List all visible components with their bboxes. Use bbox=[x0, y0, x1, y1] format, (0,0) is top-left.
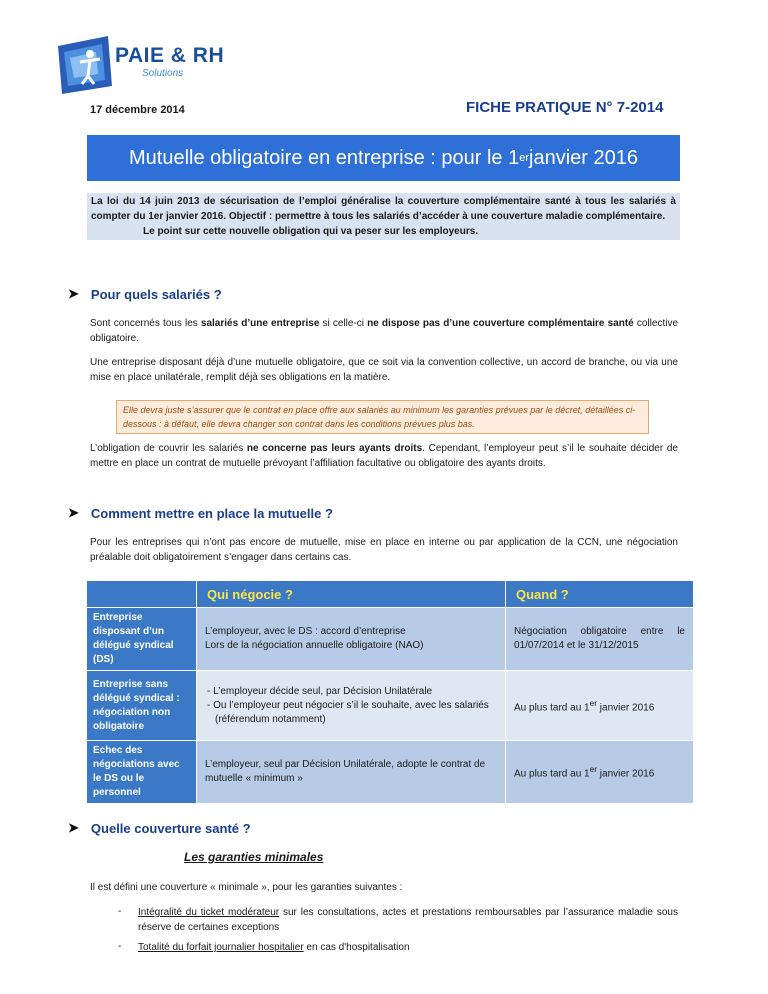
table-cell bbox=[506, 671, 694, 741]
paragraph bbox=[90, 441, 678, 471]
paragraph: Une entreprise disposant déjà d’une mutuelle obligatoire, que ce soit via la convention collective, un accord de branche, ou via une mise en place unilatérale, remplit déjà ses obligations en la matière. bbox=[90, 357, 678, 383]
heading-text: Pour quels salariés ? bbox=[90, 286, 222, 302]
subheading: Les garanties minimales bbox=[184, 850, 324, 864]
paragraph bbox=[90, 316, 678, 346]
intro-box bbox=[87, 193, 680, 240]
heading-text: Comment mettre en place la mutuelle ? bbox=[90, 505, 333, 521]
bullet-item bbox=[138, 940, 678, 955]
column-header: Qui négocie ? bbox=[197, 581, 506, 608]
intro-text: La loi du 14 juin 2013 de sécurisation de l’emploi généralise la couverture complémentaire santé à tous les salariés à compter du 1er janvier 2016. Objectif : permettre à tous les salariés d’accéder à une couverture maladie complémentaire. bbox=[91, 196, 676, 222]
paragraph: Il est défini une couverture « minimale », pour les garanties suivantes : bbox=[90, 882, 403, 893]
fiche-number: FICHE PRATIQUE N° 7-2014 bbox=[466, 99, 664, 116]
intro-subtext: Le point sur cette nouvelle obligation qui va peser sur les employeurs. bbox=[143, 226, 479, 237]
sup-text: er bbox=[589, 697, 598, 708]
underlined-text: Totalité du forfait journalier hospitalier bbox=[138, 942, 304, 953]
table-cell bbox=[197, 608, 506, 671]
row-header: Entreprise sans délégué syndical : négociation non obligatoire bbox=[87, 671, 197, 741]
text: collective obligatoire. bbox=[90, 318, 679, 344]
sup-text: er bbox=[589, 764, 598, 775]
paragraph: Pour les entreprises qui n’ont pas encore de mutuelle, mise en place en interne ou par application de la CCN, une négociation préalable doit obligatoirement s’engager dans certains cas. bbox=[90, 537, 678, 563]
logo-text: PAIE & RH bbox=[115, 44, 225, 67]
text: . Cependant, l’employeur peut s’il le souhaite décider de mettre en place un contrat de mutuelle prévoyant l’affiliation facultative ou obligatoire des ayants droits. bbox=[90, 443, 678, 469]
list-item: - Ou l’employeur peut négocier s’il le souhaite, avec les salariés (référendum notamment) bbox=[207, 699, 489, 725]
cell-line: L’employeur, avec le DS : accord d’entreprise bbox=[205, 626, 406, 637]
table-row bbox=[87, 741, 694, 804]
title-main: Mutuelle obligatoire en entreprise : pour le 1 bbox=[129, 146, 520, 169]
page-title bbox=[87, 135, 680, 181]
row-header: Echec des négociations avec le DS ou le personnel bbox=[87, 741, 197, 804]
section-heading-salaries bbox=[68, 286, 222, 302]
table-cell: L’employeur, seul par Décision Unilatérale, adopte le contrat de mutuelle « minimum » bbox=[197, 741, 506, 804]
cell-line: Lors de la négociation annuelle obligatoire (NAO) bbox=[205, 640, 424, 651]
negotiation-table bbox=[86, 580, 694, 804]
bold-text: ne concerne pas leurs ayants droits bbox=[246, 443, 423, 454]
section-heading-mise-en-place bbox=[68, 505, 333, 521]
arrow-bullet-icon: ➤ bbox=[68, 505, 79, 520]
text: Sont concernés tous les bbox=[90, 318, 201, 329]
table-cell: Négociation obligatoire entre le 01/07/2014 et le 31/12/2015 bbox=[506, 608, 694, 671]
bold-text: ne dispose pas d’une couverture complémentaire santé bbox=[367, 318, 634, 329]
text: janvier 2016 bbox=[597, 702, 655, 714]
text: en cas d'hospitalisation bbox=[303, 942, 410, 953]
logo-subtext: Solutions bbox=[142, 68, 184, 79]
text: L’obligation de couvrir les salariés bbox=[90, 443, 247, 454]
arrow-bullet-icon: ➤ bbox=[68, 286, 79, 301]
dash-bullet: - bbox=[118, 941, 122, 952]
text: janvier 2016 bbox=[597, 768, 655, 780]
list-item: - L’employeur décide seul, par Décision Unilatérale bbox=[207, 685, 433, 697]
table-header-row bbox=[87, 581, 694, 608]
text: si celle-ci bbox=[319, 318, 368, 329]
underlined-text: Intégralité du ticket modérateur bbox=[138, 907, 280, 918]
section-heading-couverture bbox=[68, 820, 251, 836]
text: Au plus tard au 1 bbox=[514, 702, 590, 714]
title-sup: er bbox=[519, 152, 530, 164]
column-header: Quand ? bbox=[506, 581, 694, 608]
cell-list bbox=[205, 685, 497, 727]
table-row bbox=[87, 608, 694, 671]
document-date: 17 décembre 2014 bbox=[90, 104, 185, 116]
table-row bbox=[87, 671, 694, 741]
bullet-item bbox=[138, 905, 678, 935]
dash-bullet: - bbox=[118, 906, 122, 917]
text: Au plus tard au 1 bbox=[514, 768, 590, 780]
bold-text: salariés d’une entreprise bbox=[200, 318, 320, 329]
row-header: Entreprise disposant d’un délégué syndical (DS) bbox=[87, 608, 197, 671]
arrow-bullet-icon: ➤ bbox=[68, 820, 79, 835]
table-cell bbox=[506, 741, 694, 804]
title-tail: janvier 2016 bbox=[529, 146, 638, 169]
note-box: Elle devra juste s’assurer que le contrat en place offre aux salariés au minimum les garanties prévues par le décret, détaillées ci-dessous : à défaut, elle devra changer son contrat dans les conditions prévues plus bas. bbox=[116, 400, 649, 434]
table-cell bbox=[197, 671, 506, 741]
text: sur les consultations, actes et prestations remboursables par l’assurance maladie sous réserve de certaines exceptions bbox=[138, 907, 678, 933]
table-corner-cell bbox=[87, 581, 197, 608]
heading-text: Quelle couverture santé ? bbox=[90, 820, 251, 836]
